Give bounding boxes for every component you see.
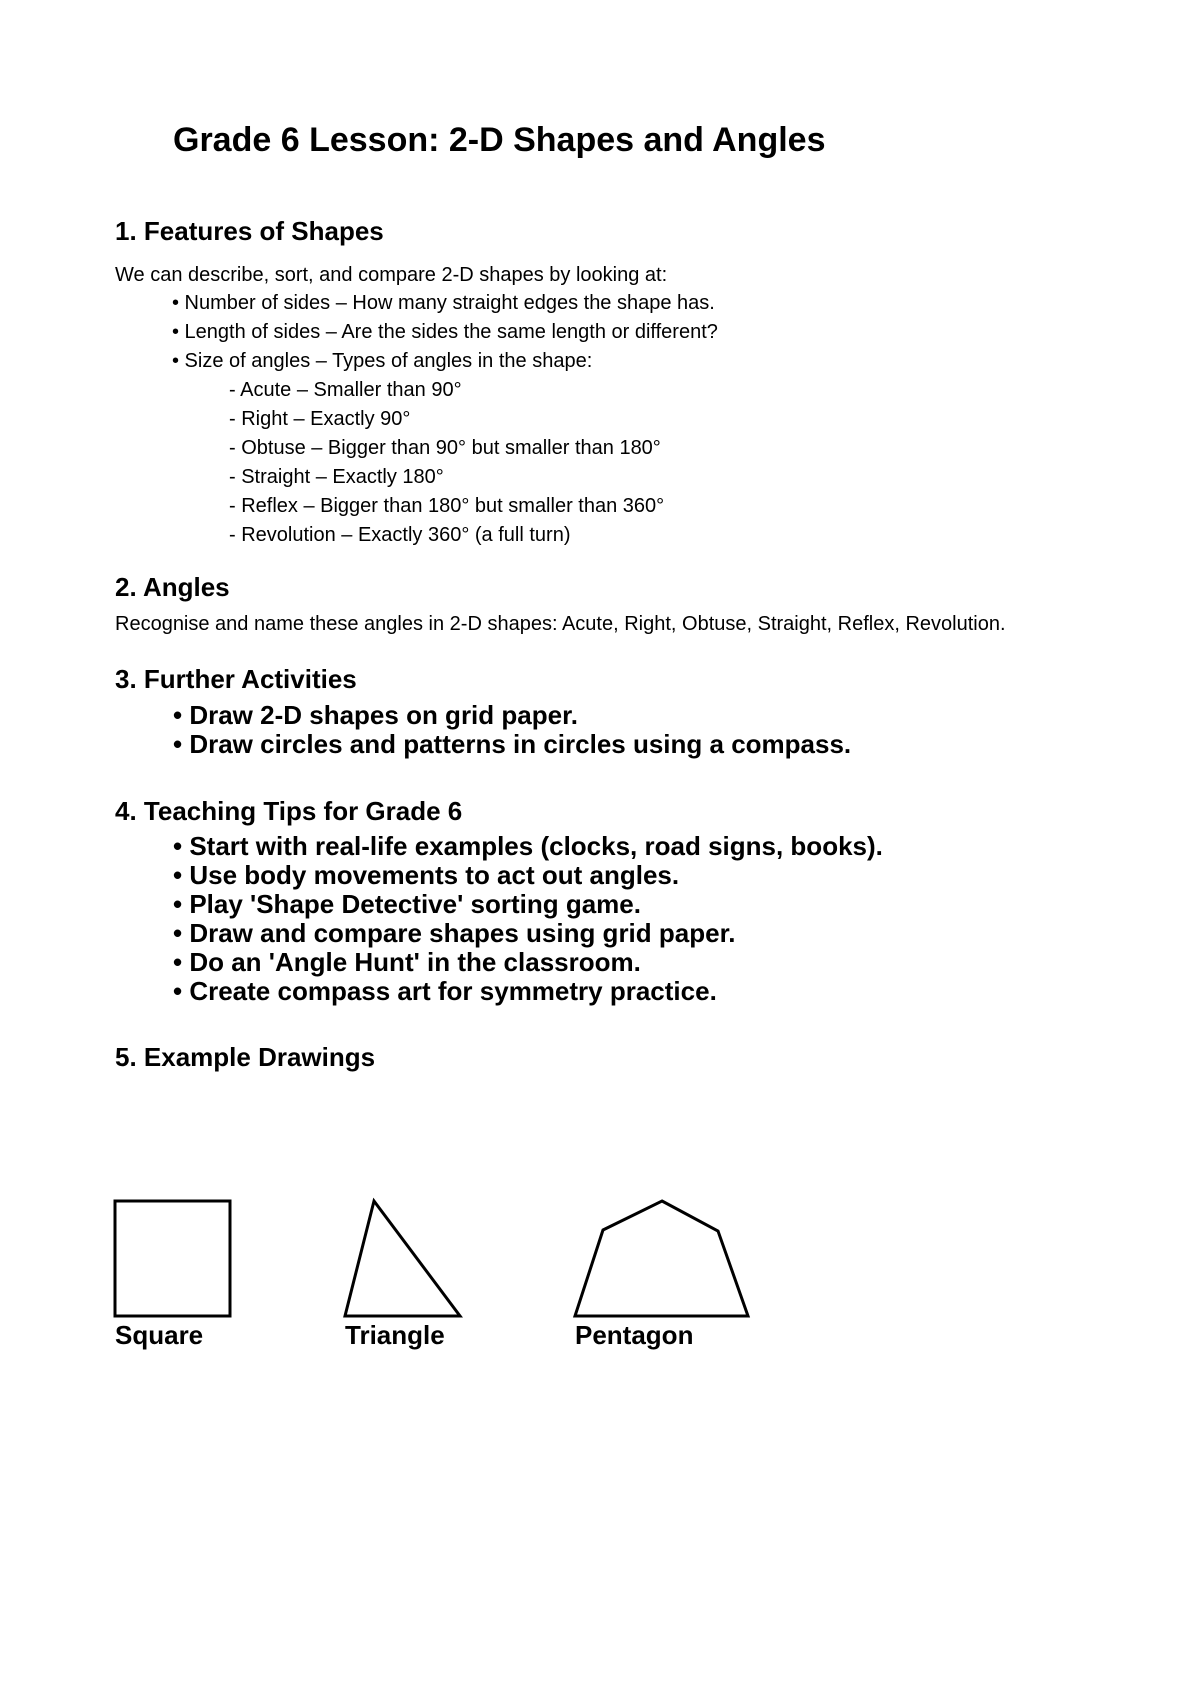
tip-item: • Draw and compare shapes using grid paper. <box>173 918 736 948</box>
tip-item: • Create compass art for symmetry practice. <box>173 976 717 1006</box>
tip-item: • Do an 'Angle Hunt' in the classroom. <box>173 947 641 977</box>
tip-item: • Start with real-life examples (clocks, road signs, books). <box>173 831 883 861</box>
tip-item: • Use body movements to act out angles. <box>173 860 680 890</box>
feature-bullet: • Length of sides – Are the sides the same length or different? <box>172 321 718 343</box>
angle-type-item: - Revolution – Exactly 360° (a full turn) <box>229 524 571 546</box>
angle-type-item: - Acute – Smaller than 90° <box>229 379 462 401</box>
section-5-heading: 5. Example Drawings <box>115 1042 376 1072</box>
triangle-shape <box>345 1201 460 1316</box>
angle-type-item: - Reflex – Bigger than 180° but smaller than 360° <box>229 495 665 517</box>
angle-type-item: - Right – Exactly 90° <box>229 408 411 430</box>
section-1-intro: We can describe, sort, and compare 2-D shapes by looking at: <box>115 264 668 286</box>
square-label: Square <box>115 1320 204 1350</box>
angle-type-item: - Straight – Exactly 180° <box>229 466 444 488</box>
activity-item: • Draw circles and patterns in circles using a compass. <box>173 729 852 759</box>
angle-type-item: - Obtuse – Bigger than 90° but smaller than 180° <box>229 437 661 459</box>
section-3-heading: 3. Further Activities <box>115 664 357 694</box>
feature-bullet: • Number of sides – How many straight edges the shape has. <box>172 292 715 314</box>
pentagon-label: Pentagon <box>575 1320 694 1350</box>
tip-item: • Play 'Shape Detective' sorting game. <box>173 889 641 919</box>
pentagon-shape <box>575 1201 748 1316</box>
section-2-text: Recognise and name these angles in 2-D shapes: Acute, Right, Obtuse, Straight, Reflex, Revolution. <box>115 613 1006 635</box>
feature-bullet: • Size of angles – Types of angles in the shape: <box>172 350 593 372</box>
page-title: Grade 6 Lesson: 2-D Shapes and Angles <box>173 121 826 159</box>
section-2-heading: 2. Angles <box>115 572 230 602</box>
square-shape <box>115 1201 230 1316</box>
section-4-heading: 4. Teaching Tips for Grade 6 <box>115 796 463 826</box>
activity-item: • Draw 2-D shapes on grid paper. <box>173 700 578 730</box>
section-1-heading: 1. Features of Shapes <box>115 216 384 246</box>
triangle-label: Triangle <box>345 1320 445 1350</box>
